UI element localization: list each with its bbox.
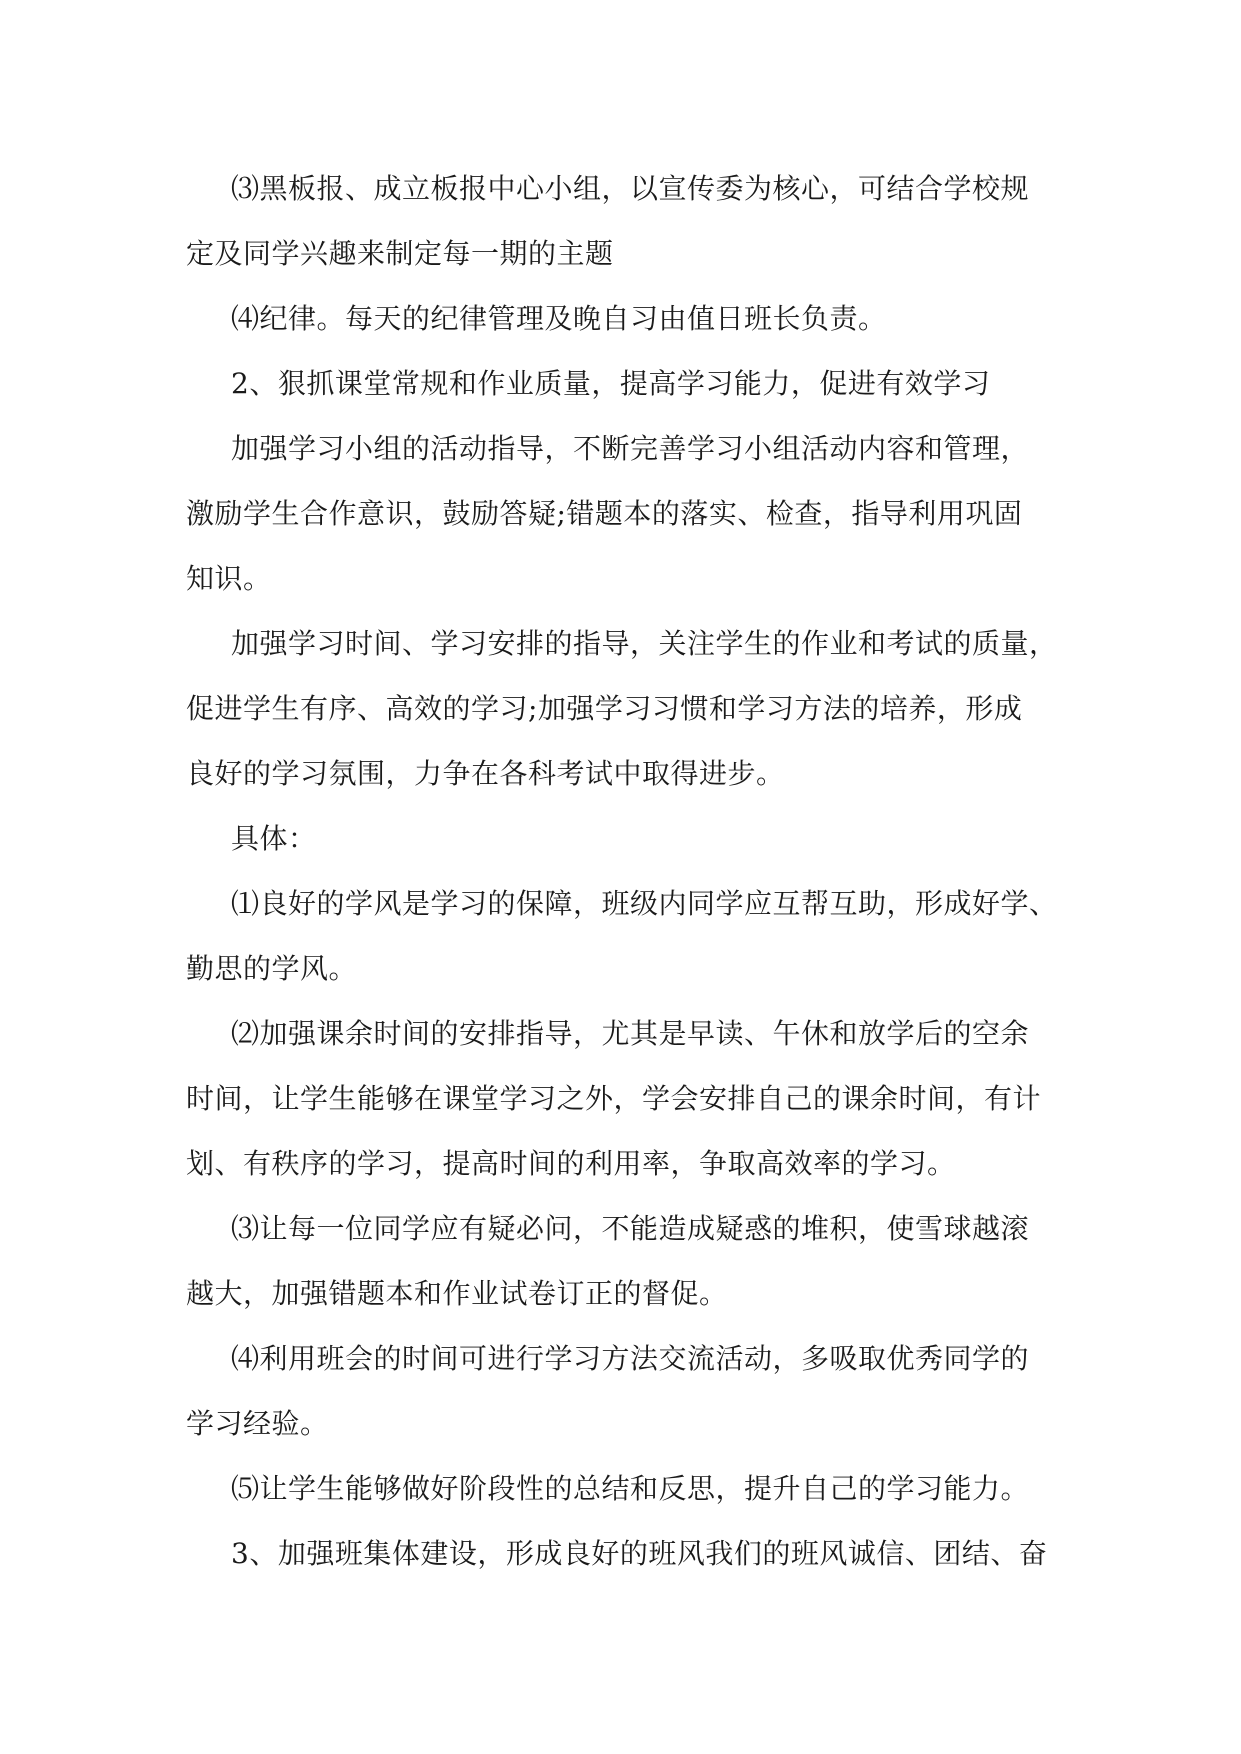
text-line: 学习经验。 bbox=[186, 1407, 329, 1440]
text-line: 具体： bbox=[231, 822, 317, 855]
paragraph-item-3 bbox=[186, 1196, 1086, 1326]
text-line: ⑶让每一位同学应有疑必问，不能造成疑惑的堆积，使雪球越滚 bbox=[231, 1212, 1030, 1245]
body-text bbox=[186, 156, 1086, 1586]
text-line: 促进学生有序、高效的学习;加强学习习惯和学习方法的培养，形成 bbox=[186, 692, 1023, 725]
text-line: 加强学习时间、学习安排的指导，关注学生的作业和考试的质量， bbox=[231, 627, 1058, 660]
paragraph-study-time bbox=[186, 611, 1086, 806]
text-line: 加强学习小组的活动指导，不断完善学习小组活动内容和管理， bbox=[231, 432, 1030, 465]
text-line: 知识。 bbox=[186, 562, 272, 595]
text-line: 激励学生合作意识，鼓励答疑;错题本的落实、检查，指导利用巩固 bbox=[186, 497, 1023, 530]
text-line: ⑵加强课余时间的安排指导，尤其是早读、午休和放学后的空余 bbox=[231, 1017, 1030, 1050]
text-line: 勤思的学风。 bbox=[186, 952, 358, 985]
text-line: 越大，加强错题本和作业试卷订正的督促。 bbox=[186, 1277, 728, 1310]
text-line: ⑸让学生能够做好阶段性的总结和反思，提升自己的学习能力。 bbox=[231, 1472, 1030, 1505]
paragraph-item-5 bbox=[186, 1456, 1086, 1521]
paragraph-item-4 bbox=[186, 1326, 1086, 1456]
text-line: ⑷利用班会的时间可进行学习方法交流活动，多吸取优秀同学的 bbox=[231, 1342, 1030, 1375]
paragraph-item-1 bbox=[186, 871, 1086, 1001]
section-heading-3 bbox=[186, 1521, 1086, 1586]
paragraph-discipline bbox=[186, 286, 1086, 351]
text-line: 时间，让学生能够在课堂学习之外，学会安排自己的课余时间，有计 bbox=[186, 1082, 1042, 1115]
text-line: 良好的学习氛围，力争在各科考试中取得进步。 bbox=[186, 757, 785, 790]
text-line: ⑶黑板报、成立板报中心小组，以宣传委为核心，可结合学校规 bbox=[231, 172, 1030, 205]
paragraph-specifics-label bbox=[186, 806, 1086, 871]
section-heading-2 bbox=[186, 351, 1086, 416]
text-line: 2、狠抓课堂常规和作业质量，提高学习能力，促进有效学习 bbox=[231, 367, 991, 400]
text-line: ⑴良好的学风是学习的保障，班级内同学应互帮互助，形成好学、 bbox=[231, 887, 1058, 920]
paragraph-blackboard bbox=[186, 156, 1086, 286]
text-line: 划、有秩序的学习，提高时间的利用率，争取高效率的学习。 bbox=[186, 1147, 956, 1180]
text-line: 3、加强班集体建设，形成良好的班风我们的班风诚信、团结、奋 bbox=[231, 1537, 1048, 1570]
paragraph-study-groups bbox=[186, 416, 1086, 611]
text-line: 定及同学兴趣来制定每一期的主题 bbox=[186, 237, 614, 270]
text-line: ⑷纪律。每天的纪律管理及晚自习由值日班长负责。 bbox=[231, 302, 887, 335]
paragraph-item-2 bbox=[186, 1001, 1086, 1196]
